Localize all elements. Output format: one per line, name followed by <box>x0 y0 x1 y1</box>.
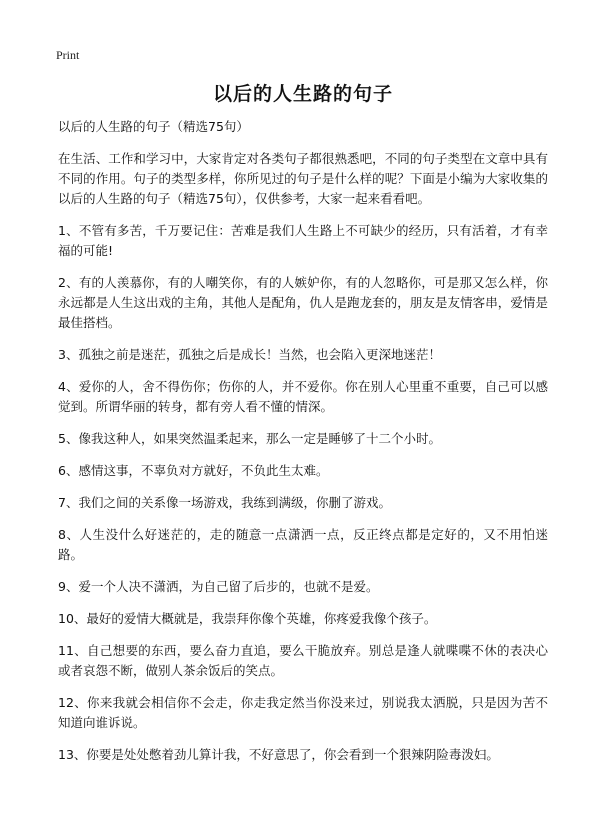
sentence-item-1: 1、不管有多苦，千万要记住：苦难是我们人生路上不可缺少的经历，只有活着，才有幸福的可能! <box>58 223 548 258</box>
sentence-item-7: 7、我们之间的关系像一场游戏，我练到满级，你删了游戏。 <box>58 495 391 510</box>
document-subtitle: 以后的人生路的句子（精选75句） <box>58 119 249 134</box>
sentence-item-13: 13、你要是处处憋着劲儿算计我，不好意思了，你会看到一个狠辣阴险毒泼妇。 <box>58 747 499 762</box>
sentence-item-3: 3、孤独之前是迷茫，孤独之后是成长！当然，也会陷入更深地迷茫！ <box>58 347 441 362</box>
page-title: 以后的人生路的句子 <box>212 83 393 105</box>
sentence-item-4: 4、爱你的人，舍不得伤你；伤你的人，并不爱你。你在别人心里重不重要，自己可以感觉到。所谓华丽的转身，都有旁人看不懂的情深。 <box>58 379 548 414</box>
sentence-item-8: 8、人生没什么好迷茫的，走的随意一点潇洒一点，反正终点都是定好的，又不用怕迷路。 <box>58 527 548 562</box>
sentence-item-10: 10、最好的爱情大概就是，我崇拜你像个英雄，你疼爱我像个孩子。 <box>58 611 437 626</box>
sentence-item-9: 9、爱一个人决不潇洒，为自己留了后步的，也就不是爱。 <box>58 579 379 594</box>
sentence-item-6: 6、感情这事，不辜负对方就好，不负此生太难。 <box>58 463 329 478</box>
print-link[interactable]: Print <box>56 48 80 62</box>
intro-paragraph: 在生活、工作和学习中，大家肯定对各类句子都很熟悉吧，不同的句子类型在文章中具有不同的作用。句子的类型多样，你所见过的句子是什么样的呢？下面是小编为大家收集的以后的人生路的句子（精选75句），仅供参考，大家一起来看看吧。 <box>58 151 548 206</box>
sentence-item-2: 2、有的人羡慕你，有的人嘲笑你，有的人嫉妒你，有的人忽略你，可是那又怎么样，你永远都是人生这出戏的主角，其他人是配角，仇人是跑龙套的，朋友是友情客串，爱情是最佳搭档。 <box>58 275 548 330</box>
sentence-item-11: 11、自己想要的东西，要么奋力直追，要么干脆放弃。别总是逢人就喋喋不休的表决心或者哀怨不断，做别人茶余饭后的笑点。 <box>58 643 548 678</box>
sentence-item-5: 5、像我这种人，如果突然温柔起来，那么一定是睡够了十二个小时。 <box>58 431 441 446</box>
sentence-item-12: 12、你来我就会相信你不会走，你走我定然当你没来过，别说我太洒脱，只是因为苦不知道向谁诉说。 <box>58 695 548 730</box>
